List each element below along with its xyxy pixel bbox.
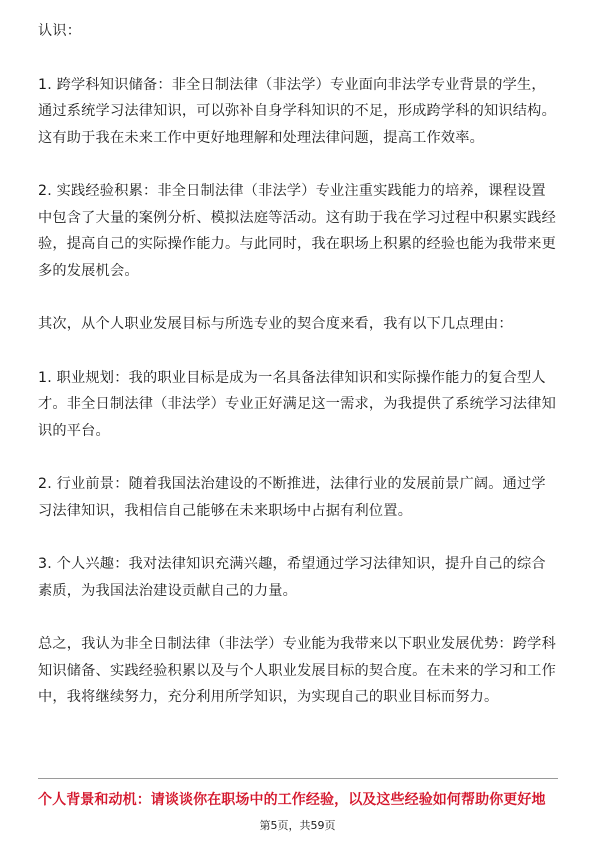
paragraph-secondly: 其次，从个人职业发展目标与所选专业的契合度来看，我有以下几点理由： [38, 316, 513, 332]
paragraph-career-planning: 1. 职业规划：我的职业目标是成为一名具备法律知识和实际操作能力的复合型人才。非全日制法律（非法学）专业正好满足这一需求，为我提供了系统学习法律知识的平台。 [38, 369, 556, 439]
paragraph-personal-interest: 3. 个人兴趣：我对法律知识充满兴趣，希望通过学习法律知识，提升自己的综合素质，为我国法治建设贡献自己的力量。 [38, 556, 546, 599]
intro-fragment: 认识： [38, 23, 82, 39]
paragraph-conclusion: 总之，我认为非全日制法律（非法学）专业能为我带来以下职业发展优势：跨学科知识储备、实践经验积累以及与个人职业发展目标的契合度。在未来的学习和工作中，我将继续努力，充分利用所学知识，为实现自己的职业目标而努力。 [38, 636, 556, 705]
paragraph-interdisciplinary-knowledge: 1. 跨学科知识储备：非全日制法律（非法学）专业面向非法学专业背景的学生，通过系统学习法律知识，可以弥补自身学科知识的不足，形成跨学科的知识结构。这有助于我在未来工作中更好地理解和处理法律问题，提高工作效率。 [38, 76, 556, 146]
next-question-heading: 个人背景和动机：请谈谈你在职场中的工作经验，以及这些经验如何帮助你更好地 [38, 792, 546, 808]
page-number: 第5页，共59页 [259, 819, 336, 832]
paragraph-industry-prospects: 2. 行业前景：随着我国法治建设的不断推进，法律行业的发展前景广阔。通过学习法律知识，我相信自己能够在未来职场中占据有利位置。 [38, 476, 546, 519]
paragraph-practical-experience: 2. 实践经验积累：非全日制法律（非法学）专业注重实践能力的培养，课程设置中包含了大量的案例分析、模拟法庭等活动。这有助于我在学习过程中积累实践经验，提高自己的实际操作能力。与此同时，我在职场上积累的经验也能为我带来更多的发展机会。 [38, 183, 556, 279]
footer-divider [38, 778, 558, 779]
document-body [38, 18, 560, 711]
